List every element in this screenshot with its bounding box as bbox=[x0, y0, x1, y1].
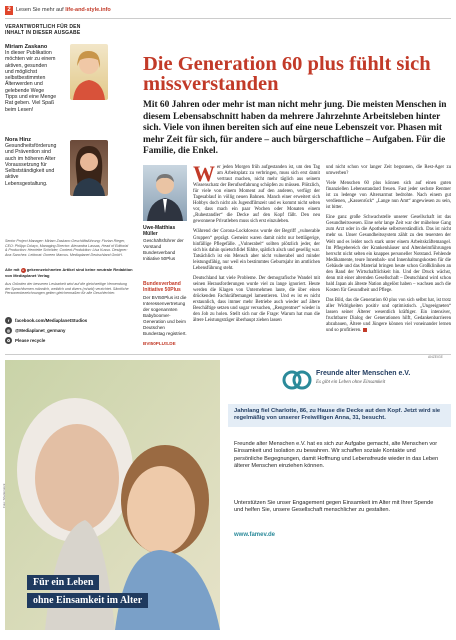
marker-icon: ● bbox=[22, 268, 24, 272]
ad-quote: Jahnlang fiel Charlotte, 86, zu Hause die Decke aut den Kopf. Jetzt wird sie regelmäßig von unserer Freiwilligen Anna, 31, besucht. bbox=[228, 404, 451, 427]
ad-divider bbox=[5, 354, 451, 355]
imprint: Senior Project Manager: Miriam Zaskano Geschäftsführung: Florian Rieger, CEO: Philipp Colaço, Managing Director: Alexandra Lassas, Head of Editorial & Production: Henriette Schröder, Content-Produktion: Lisa Kusso. Designer: Ana Sanchez. Lektorat: Doreen Marcus. Mediaplanet Deutschland GmbH. bbox=[5, 239, 129, 257]
disclaimer-text: gekennzeichneten Artikel sind keine neutrale Redaktion von Mediaplanet Verlag bbox=[5, 267, 133, 278]
ad-url[interactable]: www.famev.de bbox=[234, 532, 276, 538]
paragraph: Deutschland hat viele Probleme. Der demografische Wandel mit seinen Herausforderungen wurde viel zu lange ignoriert. Heute werden die Klagen von Unternehmen laute, die über einen drückenden Fachkräftemangel lamentieren. Und es ist es nicht erstaunlich, dass immer mehr Betriebe auch wieder auf ältere Beschäftige setzen und sogar versuchen, „Rengrentner“ wieder in den Job zu holen. Stellt sich nur die Frage: Warum hat man die ältere Leistungsträger überhaupt ziehen lassen bbox=[193, 275, 320, 324]
article-headline: Die Generation 60 plus fühlt sich missverstanden bbox=[143, 53, 431, 95]
recycle-icon: ♻ bbox=[6, 338, 11, 343]
header-text: Lesen Sie mehr auf bbox=[16, 7, 66, 13]
contributor-2-desc: Gesundheitsförderung und Prävention sind auch im höheren Alter Voraussetzung für Selbstständigkeit und aktive Lebensgestaltung. bbox=[5, 143, 57, 187]
end-mark-icon bbox=[363, 328, 367, 332]
contributor-1-name: Miriam Zaskano bbox=[5, 44, 48, 50]
infobox-text: Der BVI50Plus ist die Interessenvertretung der sogenannten Babyboomer-Generation und beim Deutschen Bundestag registriert. bbox=[143, 295, 187, 336]
contributor-1-desc: In dieser Publikation möchten wir zu einem aktiven, gesunden und möglichst selbstbestimmten Älterwerden und gelebende Wege Tipps und eine Menge Rat geben. Viel Spaß beim Lesen! bbox=[5, 50, 57, 113]
contributor-2-name: Nora Hinz bbox=[5, 137, 32, 143]
gender-note: Aus Gründen der besseren Lesbarkeit wird auf die gleichzeitige Verwendung der Sprachformen männlich, weiblich und divers (m/w/d) verzichtet. Sämtliche Personenbezeichnungen gelten gleichermaßen für alle Geschlechter. bbox=[5, 282, 129, 296]
facebook-icon: f bbox=[5, 317, 12, 324]
header-line bbox=[16, 7, 111, 13]
disclaimer-prefix: Alle mit bbox=[5, 267, 20, 272]
social-facebook[interactable] bbox=[5, 317, 133, 324]
ad-body-2: Unterstützen Sie unser Engagement gegen Einsamkeit im Alter mit Ihrer Spende und helfen Sie, unsere Gesellschaft menschlicher zu gestalten. bbox=[234, 500, 434, 514]
article-lead: Mit 60 Jahren oder mehr ist man nicht mehr jung. Die meisten Menschen in diesem Lebensabschnitt haben da mehrere Jahrzehnte Arbeitsleben hinter sich. Viele von ihnen bereiten sich auf eine neue Lebenszeit vor. Phasen mit mehr Zeit für sich, für andere – auch bürgerschaftliche – Aufgaben. Für die Familie, die Enkel. bbox=[143, 100, 447, 157]
org-tagline: Es gibt ein Leben ohne Einsamkeit bbox=[316, 380, 386, 385]
paragraph bbox=[326, 298, 451, 334]
infobox-link[interactable]: BVI50PLUS.DE bbox=[143, 341, 176, 346]
social-recycle bbox=[5, 337, 133, 344]
author-block bbox=[143, 225, 187, 262]
infobox bbox=[143, 281, 187, 346]
social-instagram-label: @Mediaplanet_germany bbox=[15, 328, 66, 333]
contributor-1-portrait bbox=[70, 44, 108, 100]
paragraph-text: Das Bild, das die Generation 60 plus von sich selbst hat, ist trotz aller Widrigkeiten positiv und optimistisch. „Ungeeigneten“ lassen seiner Älterer wesentlich kräftiger. Ein intensiver, fruchtbarer Dialog der Generationen hilft, Gedankenbarrieren abzubauen, Ältere und Jüngere können viel voneinander lernen und so profitieren. bbox=[326, 297, 451, 334]
ad-label: ANZEIGE bbox=[428, 355, 443, 359]
sidebar-title: VERANTWORTLICH FÜR DEN INHALT IN DIESER AUSGABE bbox=[5, 24, 81, 36]
photo-badge-line-2: ohne Einsamkeit im Alter bbox=[27, 593, 148, 608]
social-facebook-label: facebook.com/MediaplanetStudios bbox=[15, 318, 88, 323]
disclaimer bbox=[5, 267, 133, 278]
header-rule bbox=[5, 18, 451, 19]
paragraph: Eine ganz große Schwachstelle unserer Gesellschaft ist das Gesundheitswesen. Eine sehr lange Zeit war der mühelose Gang zum Arzt oder in die Apotheke selbstverständlich. Das ist nicht mehr so. Unser Gesundheitssystem zählt zu den teuersten der Welt und es leidet noch stark unter einem Arbeitskräftemangel. Im Pflegebereich der Krankenhäuser und Altenheimführungen herrscht nicht selten ein knappes personeller Notstand. Fehlende Medikamente, teure Innenbals- und Innenhaltungskosten für die Gebäude und das Material bringen heute schon Großkliniken an den Rand der Wirtschaftlichkeit hin. Und der Druck wächst, denn mit einer alternden Gesellschaft – Deutschland wird schon bald Japan als älteste Nation abgelöst haben – wachsen auch die Kosten für Gesundheit und Pflege. bbox=[326, 215, 451, 293]
paragraph bbox=[193, 161, 320, 225]
org-name: Freunde alter Menschen e.V. bbox=[316, 370, 411, 377]
paragraph-text: er jeden Morgen früh aufgestanden ist, um den Tag am Arbeitsplatz zu verbringen, muss sich erst damit vertraut machen, nicht mehr täglich aus seinem Wissenschatz der Berufserfahrung schöpfen zu müssen. Plötzlich, für viele von einem Moment auf den anderen, verfügt der Tagesablauf in völlig neuen Bahnen. Manch einer erweitert sich Hobbys doch nicht als Jugendfilmzeit und es kommt nicht selten vor, dass mach ein paar Wochen oder Monaten einem „Ruhestandler“ die Decke auf den Kopf fällt. Den neu gewonnene Privatleben muss sich erst einzuleben. bbox=[193, 165, 320, 225]
sidebar bbox=[5, 24, 135, 36]
social-recycle-label: Please recycle bbox=[15, 338, 46, 343]
social-links bbox=[5, 314, 133, 347]
paragraph: Während der Corona-Lockdowns wurde der Begriff „vulnerable Gruppen“ geprägt. Gemeint waren damit nicht nur bettlägerige, hinfällige Pflegefälle. „Vulnerabel“ sollten plötzlich jeder, der sich bis dahin quietschfidel fühlte, spätlich alsch und gesellig war. Tatsächlich ist ein Mensch aber nicht vulnerabel und minder leistungsfähig, nur weil ein bestimmtes Geburtsjahr im amtlichen Lebensführung steht. bbox=[193, 229, 320, 271]
paragraph: und nicht schon vor langer Zeit begonnen, die Rest-Ager zu umwerben? bbox=[326, 165, 451, 177]
page-number: 2 bbox=[5, 6, 13, 15]
instagram-icon: ◎ bbox=[6, 328, 11, 333]
article-column-1 bbox=[193, 161, 320, 328]
contributor-2 bbox=[5, 137, 65, 187]
paragraph: Viele Menschen 60 plus können sich auf einen guten finanziellen Lebensstandard freuen. Fast jeder sechste Rentner ist zu ledenge von Altersarmut bedrohte. Nach einem gut verdienen, „Kassenrück“ „Lange nun Amt“ angewiesen zu sein, ist bitter. bbox=[326, 181, 451, 211]
photo-badge bbox=[27, 572, 148, 608]
author-name: Uwe-Matthias Müller bbox=[143, 225, 176, 237]
org-logo-icon bbox=[282, 366, 312, 394]
header-link[interactable]: life-and-style.info bbox=[65, 7, 111, 13]
infobox-title: Bundesverband Initiative 50Plus bbox=[143, 281, 181, 293]
ad-body-1: Freunde alter Menschen e.V. hat es sich zur Aufgabe gemacht, alte Menschen vor Einsamkeit und Isolation zu bewahren. Wir schaffen soziale Kontakte und persönliche Begegnungen, damit Hoffnung und Lebensfreude wieder in das Leben älterer Menschen einziehen können. bbox=[234, 441, 439, 469]
article-column-2 bbox=[326, 165, 451, 338]
photo-credit: Foto: Shutterstock bbox=[2, 483, 6, 508]
contributor-2-portrait bbox=[70, 140, 108, 196]
social-instagram[interactable] bbox=[5, 327, 133, 334]
author-portrait bbox=[143, 165, 187, 221]
author-role: Geschäftsführer der Vorstand Bundesverband Initiative 50Plus bbox=[143, 238, 184, 261]
drop-cap: W bbox=[193, 161, 215, 186]
photo-badge-line-1: Für ein Leben bbox=[27, 575, 99, 590]
org-logo-block bbox=[228, 360, 451, 402]
